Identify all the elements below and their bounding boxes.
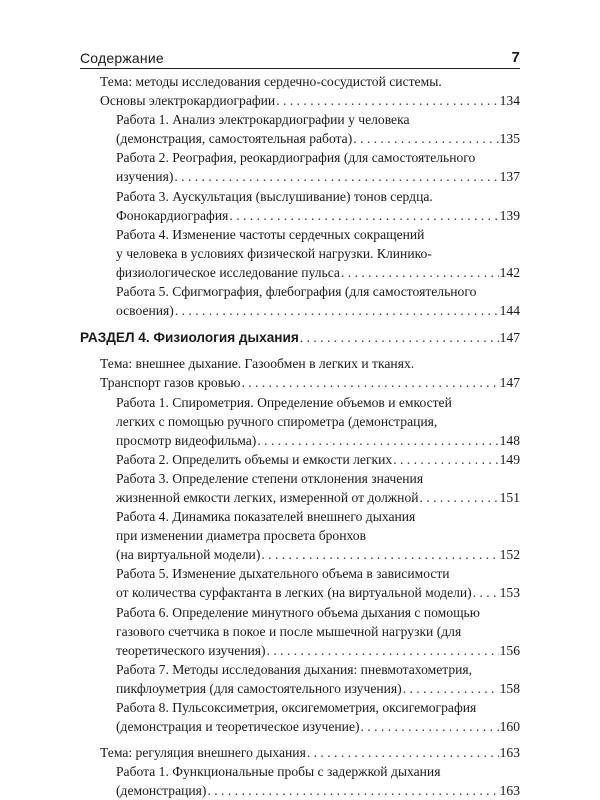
toc-page-number[interactable]: 149	[499, 451, 520, 467]
toc-entry-title: Транспорт газов кровью	[100, 375, 241, 391]
running-header	[80, 44, 520, 69]
toc-page-number[interactable]: 147	[499, 375, 520, 391]
dot-leader	[473, 583, 499, 602]
toc-page-number[interactable]: 137	[499, 169, 520, 185]
toc-entry-title: Фонокардиография	[116, 207, 229, 223]
dot-leader	[175, 301, 499, 320]
toc-entry-title: физиологическое исследование пульса	[116, 264, 340, 280]
toc-entry-text-line: Тема: методы исследования сердечно-сосудистой системы.	[100, 74, 442, 89]
toc-entry-title: освоения)	[116, 303, 174, 319]
toc-item[interactable]	[80, 564, 520, 602]
toc-entry-leader-line	[116, 545, 520, 564]
toc-page-number[interactable]: 156	[499, 642, 520, 658]
toc-entry-text-line: Работа 1. Спирометрия. Определение объемов и емкостей	[116, 394, 452, 410]
toc-page-number[interactable]: 139	[499, 207, 520, 223]
toc-entry-title: Основы электрокардиографии	[100, 93, 276, 109]
toc-entry-title: просмотр видеофильма)	[116, 432, 257, 448]
toc-item[interactable]	[80, 603, 520, 660]
toc-entry-leader-line	[116, 450, 520, 469]
dot-leader	[207, 781, 498, 800]
toc-page-number[interactable]: 135	[499, 131, 520, 147]
toc-page-number[interactable]: 147	[499, 330, 520, 346]
toc-page-number[interactable]: 153	[499, 585, 520, 601]
toc-entry-title: (демонстрация и теоретическое изучение)	[116, 719, 360, 735]
toc-entry-leader-line	[116, 206, 520, 225]
dot-leader	[257, 431, 498, 450]
toc-entry-leader-line	[80, 328, 520, 347]
dot-leader	[174, 167, 498, 186]
toc-page-number[interactable]: 144	[499, 303, 520, 319]
toc-entry-text-line: Работа 1. Анализ электрокардиографии у человека	[116, 112, 410, 128]
toc-page-number[interactable]: 142	[499, 264, 520, 280]
dot-leader	[267, 641, 499, 660]
toc-entry-leader-line	[116, 781, 520, 800]
dot-leader	[261, 545, 498, 564]
dot-leader	[241, 373, 498, 392]
dot-leader	[403, 679, 499, 698]
toc-entry-leader-line	[100, 91, 520, 110]
toc-item[interactable]	[80, 507, 520, 564]
toc-item[interactable]	[80, 187, 520, 225]
toc-page-number[interactable]: 148	[499, 432, 520, 448]
toc-entry-title: (демонстрация, самостоятельная работа)	[116, 131, 353, 147]
dot-leader	[276, 91, 498, 110]
dot-leader	[300, 328, 499, 347]
toc-page-number[interactable]: 160	[499, 719, 520, 735]
toc-entry-title: Работа 2. Определить объемы и емкости легких	[116, 451, 393, 467]
toc-entry-leader-line	[116, 431, 520, 450]
toc-section[interactable]	[80, 328, 520, 347]
toc-entry-leader-line	[116, 488, 520, 507]
toc-entry-leader-line	[116, 583, 520, 602]
dot-leader	[353, 129, 498, 148]
toc-entry-leader-line	[116, 301, 520, 320]
toc-page-number[interactable]: 152	[499, 547, 520, 563]
toc-entry-text-line: при изменении диаметра просвета бронхов	[116, 528, 366, 544]
toc-entry-leader-line	[116, 167, 520, 186]
toc-entry-text-line: Тема: внешнее дыхание. Газообмен в легких и тканях.	[100, 356, 415, 372]
toc-entry-text-line: Работа 5. Изменение дыхательного объема в зависимости	[116, 566, 450, 582]
toc-entry-text-line: Работа 4. Динамика показателей внешнего дыхания	[116, 509, 416, 525]
toc-entry-title: пикфлоуметрия (для самостоятельного изучения)	[116, 680, 402, 696]
toc-entry-text-line: Работа 1. Функциональные пробы с задержкой дыхания	[116, 764, 441, 780]
dot-leader	[341, 263, 499, 282]
toc-item[interactable]	[80, 393, 520, 450]
toc-entry-text-line: Работа 6. Определение минутного объема дыхания с помощью	[116, 604, 480, 620]
toc-entry-leader-line	[100, 373, 520, 392]
toc-entry-leader-line	[116, 679, 520, 698]
toc-item[interactable]	[80, 469, 520, 507]
toc-entry-title: Тема: регуляция внешнего дыхания	[100, 745, 306, 761]
toc-page-number[interactable]: 163	[499, 783, 520, 799]
toc-item[interactable]	[80, 450, 520, 469]
toc-entry-text-line: у человека в условиях физической нагрузки. Клинико-	[116, 245, 432, 261]
toc-page-number[interactable]: 163	[499, 745, 520, 761]
toc-page-number[interactable]: 134	[499, 93, 520, 109]
toc-entry-text-line: Работа 4. Изменение частоты сердечных сокращений	[116, 226, 425, 242]
toc-entry-title: (демонстрация)	[116, 783, 207, 799]
toc-entry-title: теоретического изучения)	[116, 642, 266, 658]
toc-entry-leader-line	[100, 743, 520, 762]
toc-page-number[interactable]: 158	[499, 680, 520, 696]
toc-entry-title: РАЗДЕЛ 4. Физиология дыхания	[80, 330, 299, 346]
toc-entry-leader-line	[116, 263, 520, 282]
toc-entry-text-line: Работа 7. Методы исследования дыхания: пневмотахометрия,	[116, 661, 473, 677]
toc-entry-text-line: Работа 8. Пульсоксиметрия, оксигемометрия, оксигемография	[116, 700, 477, 715]
dot-leader	[393, 450, 498, 469]
toc-entry-title: жизненной емкости легких, измеренной от должной	[116, 489, 419, 505]
toc-entry-title: от количества сурфактанта в легких (на виртуальной модели)	[116, 585, 472, 601]
toc-entry-text-line: Работа 2. Реография, реокардиография (для самостоятельного	[116, 150, 476, 166]
toc-item[interactable]	[80, 698, 520, 736]
toc-item[interactable]	[80, 148, 520, 186]
dot-leader	[361, 717, 499, 736]
toc-item[interactable]	[80, 762, 520, 800]
toc-entry-text-line: Работа 3. Определение степени отклонения значения	[116, 470, 424, 486]
dot-leader	[420, 488, 499, 507]
toc-entry-leader-line	[116, 717, 520, 736]
table-of-contents	[80, 72, 520, 800]
toc-item[interactable]	[80, 282, 520, 320]
page-number: 7	[511, 49, 520, 66]
toc-entry-text-line: Работа 3. Аускультация (выслушивание) тонов сердца.	[116, 188, 433, 204]
toc-entry-title: изучения)	[116, 169, 174, 185]
dot-leader	[229, 206, 498, 225]
toc-item[interactable]	[80, 110, 520, 148]
toc-item[interactable]	[80, 660, 520, 698]
toc-entry-leader-line	[116, 129, 520, 148]
toc-item[interactable]	[80, 225, 520, 282]
toc-page-number[interactable]: 151	[499, 489, 520, 505]
header-title: Содержание	[80, 50, 164, 66]
toc-entry-text-line: Работа 5. Сфигмография, флебография (для самостоятельного	[116, 284, 477, 300]
toc-entry-leader-line	[116, 641, 520, 660]
toc-entry-text-line: легких с помощью ручного спирометра (демонстрация,	[116, 413, 438, 429]
toc-entry-title: (на виртуальной модели)	[116, 547, 261, 563]
toc-entry-text-line: газового счетчика в покое и после мышечной нагрузки (для	[116, 623, 462, 639]
toc-topic[interactable]	[80, 72, 520, 110]
dot-leader	[307, 743, 499, 762]
toc-topic[interactable]	[80, 743, 520, 762]
toc-topic[interactable]	[80, 354, 520, 392]
